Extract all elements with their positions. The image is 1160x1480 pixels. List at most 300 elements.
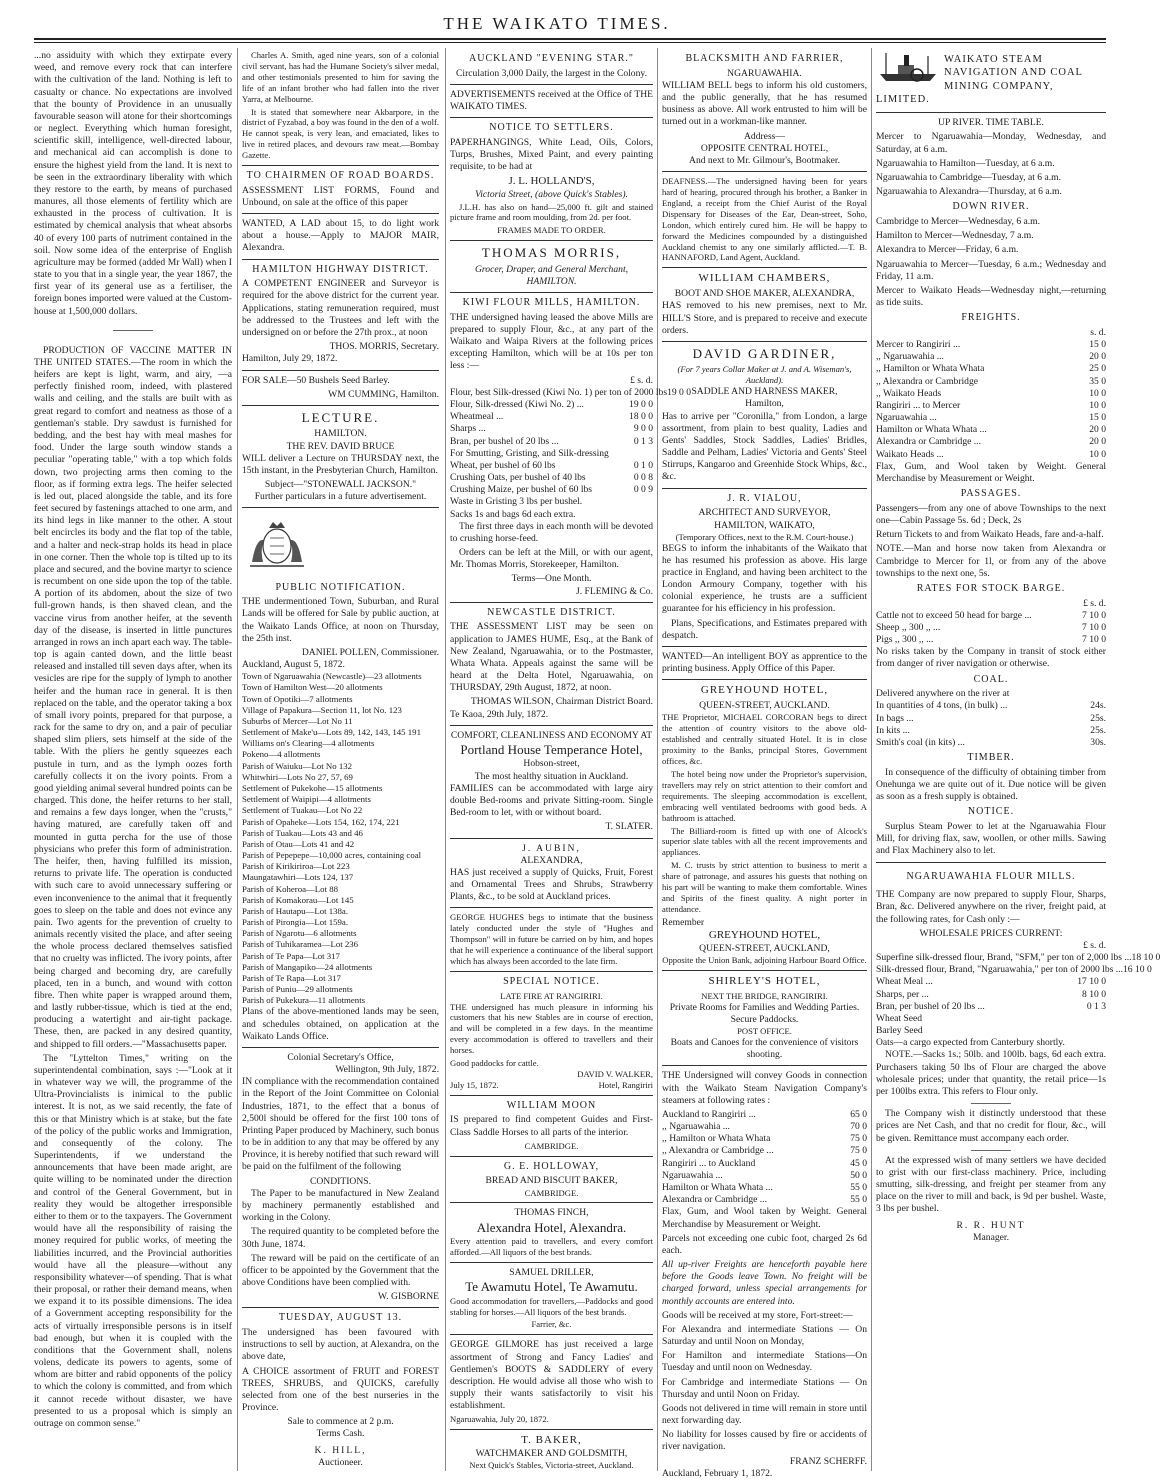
divider xyxy=(450,907,653,908)
coal-table xyxy=(876,700,1106,749)
row-value: 19 0 0 xyxy=(667,386,692,398)
auction-terms: Terms Cash. xyxy=(316,1428,365,1440)
wanted-lad-ad: WANTED, A LAD about 15, to do light work about a house.—Apply to MAJOR MAIR, Alexandra. xyxy=(242,218,439,254)
chambers-heading: WILLIAM CHAMBERS, xyxy=(698,272,831,285)
row-label: Cattle not to exceed 50 head for barge ... xyxy=(876,609,1032,621)
mills-cash: The Company wish it distinctly understood that these prices are Net Cash, and that no credit for flour, &c., will be given. Remittance must accompany each order. xyxy=(876,1108,1106,1144)
baker-name: T. BAKER, xyxy=(521,1434,582,1447)
chambers-trade: BOOT AND SHOE MAKER, ALEXANDRA, xyxy=(674,288,855,300)
row-label: Auckland to Rangiriri ... xyxy=(662,1108,756,1120)
divider xyxy=(242,259,439,260)
divider xyxy=(450,84,653,85)
row-label: Waikato Heads ... xyxy=(876,448,944,460)
divider xyxy=(662,970,867,971)
aubin-name: J. AUBIN, xyxy=(522,842,581,854)
auctioneer-name: K. HILL, xyxy=(314,1444,367,1456)
row-value: 75 0 xyxy=(850,1133,867,1145)
row-label: Ngaruawahia ... xyxy=(876,412,937,424)
column-rule xyxy=(445,48,446,1471)
blacksmith-address-2: And next to Mr. Gilmour's, Bootmaker. xyxy=(689,154,840,166)
divider xyxy=(450,971,653,972)
greyhound-text: THE Proprietor, MICHAEL CORCORAN begs to direct the attention of country visitors to the above old-established and centrally situated Hotel. It is in close proximity to the Banks, principal Stores, Government offices, &c. xyxy=(662,712,867,767)
row-value: 8 10 0 xyxy=(1082,988,1106,1000)
freights-note: Flax, Gum, and Wool taken by Weight. General Merchandise by Measurement or Weight. xyxy=(876,460,1106,484)
row-value: 35 0 xyxy=(1089,375,1106,387)
table-row xyxy=(876,964,1152,976)
passages-return: Return Tickets to and from Waikato Heads, fare and-a-half. xyxy=(876,529,1104,541)
table-row xyxy=(876,400,1106,412)
baker-address: Next Quick's Stables, Victoria-street, Auckland. xyxy=(469,1460,634,1471)
list-item: Parish of Te Rapa—Lot 317 xyxy=(242,972,341,983)
list-item: Parish of Otau—Lots 41 and 42 xyxy=(242,838,355,849)
kiwi-signature: J. FLEMING & Co. xyxy=(575,585,653,597)
divider xyxy=(450,602,653,603)
row-value: 0 1 3 xyxy=(1086,1000,1106,1012)
row-label: Ngaruawahia ... xyxy=(662,1169,723,1181)
gardiner-heading: DAVID GARDINER, xyxy=(692,345,837,361)
table-row xyxy=(662,1182,867,1194)
kiwi-gristing-table xyxy=(450,460,653,497)
vialou-plans: Plans, Specifications, and Estimates prepared with despatch. xyxy=(662,617,867,641)
highway-signature: THOS. MORRIS, Secretary. xyxy=(329,341,439,353)
goods-note-8: Goods not delivered in time will remain in store until next forwarding day. xyxy=(662,1402,867,1427)
row-label: Flour, Silk-dressed (Kiwi No. 2) ... xyxy=(450,399,584,410)
portland-signature: T. SLATER. xyxy=(605,821,653,833)
wanted-boy-ad: WANTED—An intelligent BOY as apprentice to the printing business. Apply Office of this Paper. xyxy=(662,650,867,675)
row-label: ,, Ngaruawahia ... xyxy=(876,351,944,363)
row-label: Crushing Oats, per bushel of 40 lbs xyxy=(450,472,586,484)
list-item: Ngaruawahia to Hamilton—Tuesday, at 6 a.m. xyxy=(876,157,1055,169)
row-value: 0 0 9 xyxy=(633,484,653,496)
special-notice-heading: SPECIAL NOTICE. xyxy=(503,975,600,987)
divider xyxy=(450,1095,653,1096)
goods-note-6: For Hamilton and intermediate Stations—On Tuesday and until noon on Wednesday. xyxy=(662,1350,867,1374)
highway-ad: A COMPETENT ENGINEER and Surveyor is required for the above district for the current year. Applications, stating remuneration required, must be addressed to the Trustees and left with the undersigned on or before the 27th prox., at noon xyxy=(242,278,439,338)
table-row xyxy=(876,449,1106,461)
gilmore-date: Ngaruawahia, July 20, 1872. xyxy=(450,1414,549,1425)
table-row xyxy=(876,713,1106,725)
divider xyxy=(242,1047,439,1048)
row-value: 7 10 0 xyxy=(1082,634,1106,646)
row-label: In bags ... xyxy=(876,712,914,724)
row-label: Wheatmeal ... xyxy=(450,411,504,423)
blacksmith-address-label: Address— xyxy=(743,130,786,142)
barley-seed: Barley Seed xyxy=(876,1025,923,1037)
row-label: Wheat, per bushel of 60 lbs xyxy=(450,459,556,471)
row-value: 50 0 xyxy=(850,1169,867,1181)
timber-text: In consequence of the difficulty of obtaining timber from Onehunga we are quite out of it. Due notice will be given as soon as a fresh supply is obtained. xyxy=(876,766,1106,803)
list-item: Alexandra to Mercer—Friday, 6 a.m. xyxy=(876,244,1019,256)
row-label: Alexandra or Cambridge ... xyxy=(876,436,981,448)
auctioneer-title: Auctioneer. xyxy=(318,1456,363,1468)
goods-note-4: Goods will be received at my store, Fort-street:— xyxy=(662,1309,853,1321)
row-label: ,, Ngaruawahia ... xyxy=(662,1121,730,1133)
special-notice-cattle: Good paddocks for cattle. xyxy=(450,1058,539,1069)
table-row xyxy=(876,952,1160,964)
greyhound-address-2: QUEEN-STREET, AUCKLAND, xyxy=(699,942,830,954)
greyhound-text-3: The Billiard-room is fitted up with one of Alcock's superior slate tables with all the recent improvements and appliances. xyxy=(662,825,867,858)
row-label: Crushing Maize, per bushel of 60 lbs xyxy=(450,484,593,496)
condition-3: The reward will be paid on the certificate of an officer to be appointed by the Government that the above Conditions have been complied with. xyxy=(242,1252,439,1289)
table-row xyxy=(876,363,1106,375)
flour-mills-heading: NGARUAWAHIA FLOUR MILLS. xyxy=(906,870,1076,882)
special-notice-hotel: Hotel, Rangiriri xyxy=(598,1079,653,1090)
divider xyxy=(876,862,1106,863)
list-item: Parish of Te Papa—Lot 317 xyxy=(242,950,340,961)
condition-1: The Paper to be manufactured in New Zealand by machinery permanently established and working in the Colony. xyxy=(242,1187,439,1224)
auction-fruit: A CHOICE assortment of FRUIT and FOREST TREES, SHRUBS, and QUICKS, carefully selected from one of the best nurseries in the Province. xyxy=(242,1365,439,1414)
vialou-heading: J. R. VIALOU, xyxy=(727,492,802,504)
table-row xyxy=(876,989,1106,1001)
blacksmith-text: WILLIAM BELL begs to inform his old customers, and the public generally, that he has resumed business as above. All work entrusted to him will be turned out in a workman-like manner. xyxy=(662,79,867,128)
driller-text: Good accommodation for travellers,—Paddocks and good stabling for horses.—All liquors of the best brands. xyxy=(450,1295,653,1317)
column-rule xyxy=(657,48,658,1471)
portland-sub: The most healthy situation in Auckland. xyxy=(474,770,629,782)
wheat-seed: Wheat Seed xyxy=(876,1012,923,1024)
divider xyxy=(450,117,653,118)
row-value: 65 0 xyxy=(850,1108,867,1120)
kiwi-gristing-heading: For Smutting, Gristing, and Silk-dressing xyxy=(450,447,609,459)
list-item: Town of Ngaruawahia (Newcastle)—23 allotments xyxy=(242,671,422,682)
advertisements-note: ADVERTISEMENTS received at the Office of THE WAIKATO TIMES. xyxy=(450,88,653,113)
greyhound-remember: Remember xyxy=(662,916,705,928)
goods-rates-table xyxy=(662,1109,867,1206)
table-row xyxy=(450,460,653,472)
vialou-text: BEGS to inform the inhabitants of the Waikato that he has resumed his profession as above. His large practice in England, and having been architect to the London Armoury Company, together with his colonial experience, he trusts are a sufficient guarantee for his efficiency in his profession. xyxy=(662,542,867,615)
list-item: Town of Opotiki—7 allotments xyxy=(242,693,353,704)
row-label: Alexandra or Cambridge ... xyxy=(662,1194,767,1206)
row-value: 0 0 8 xyxy=(633,472,653,484)
divider xyxy=(242,213,439,214)
table-row xyxy=(876,412,1106,424)
list-item: Parish of Pirongia—Lot 159a. xyxy=(242,917,349,928)
row-value: 17 10 0 xyxy=(1077,976,1106,988)
greyhound-text-2: The hotel being now under the Proprietor's supervision, travellers may rely on strict attention to their comfort and requirements. The sleeping accommodation is excellent, embracing well ventilated bedrooms with good beds. A bathroom is attached. xyxy=(662,768,867,823)
table-row xyxy=(662,1109,867,1121)
column-rule xyxy=(871,48,872,1471)
lecture-speaker: THE REV. DAVID BRUCE xyxy=(286,440,395,452)
vialou-place: HAMILTON, WAIKATO, xyxy=(714,519,815,531)
table-row xyxy=(876,376,1106,388)
row-value: 25 0 xyxy=(1089,363,1106,375)
greyhound-opposite: Opposite the Union Bank, adjoining Harbour Board Office. xyxy=(662,955,867,966)
row-value: 16 10 0 xyxy=(1122,964,1152,976)
notice-heading: NOTICE. xyxy=(967,806,1015,818)
wholesale-table xyxy=(876,952,1160,1013)
kiwi-sacks: Sacks 1s and bags 6d each extra. xyxy=(450,508,576,520)
gardiner-text: Has to arrive per "Coronilla," from London, a large assortment, from plain to best quality, Ladies and Gents' Saddles, Stock Saddles, Ladies' Bridles, Saddle and Pelham, Ladies' Victoria and Gents' Steel Stirrups, Kangaroo and Greenhide Stock Whips, &c., &c. xyxy=(662,410,867,483)
blacksmith-heading: BLACKSMITH AND FARRIER, xyxy=(685,53,844,64)
holloway-heading: G. E. HOLLOWAY, xyxy=(503,1160,600,1172)
newcastle-heading: NEWCASTLE DISTRICT. xyxy=(487,606,616,618)
list-item: Settlement of Tuakau—Lot No 22 xyxy=(242,805,363,816)
greyhound-name-2: GREYHOUND HOTEL, xyxy=(708,928,821,941)
table-row xyxy=(876,610,1106,622)
deafness-ad: DEAFNESS.—The undersigned having been for years hard of hearing, procured through his brother, a Banker in England, a receipt from the Chief Aurist of the Royal Dispensary for Diseases of the Ear, Dean-street, Soho, London, which entirely cured him. He will be happy to forward the Medicines compounded by a distinguished Auckland chemist to any one similarly afflicted.—T. B. HANNAFORD, Land Agent, Auckland. xyxy=(662,176,867,263)
divider xyxy=(971,1150,1011,1151)
passages-note: NOTE.—Man and horse now taken from Alexandra or Cambridge to Mercer for 1l, or from any of the above townships to the next one, 5s. xyxy=(876,543,1106,579)
newcastle-signature: THOMAS WILSON, Chairman District Board. xyxy=(470,696,653,708)
holloway-place: CAMBRIDGE. xyxy=(524,1187,579,1198)
holloway-trade: BREAD AND BISCUIT BAKER, xyxy=(485,1175,618,1187)
auction-time: Sale to commence at 2 p.m. xyxy=(287,1416,394,1428)
notification-date: Auckland, August 5, 1872. xyxy=(242,659,345,671)
row-label: In kits ... xyxy=(876,724,910,736)
kiwi-mills-heading: KIWI FLOUR MILLS, HAMILTON. xyxy=(462,297,641,309)
list-item: Parish of Tuakau—Lots 43 and 46 xyxy=(242,827,363,838)
row-label: Bran, per bushel of 20 lbs ... xyxy=(450,435,559,447)
divider xyxy=(242,165,439,166)
row-value: 25s. xyxy=(1090,712,1106,724)
row-label: Mercer to Rangiriri ... xyxy=(876,339,961,351)
kiwi-mills-text: THE undersigned having leased the above Mills are prepared to supply Flour, &c., at any part of the Waikato and Waipa Rivers at the following prices excepting Hamilton, which will be at 10s per ton less :— xyxy=(450,311,653,372)
flour-mills-text: THE Company are now prepared to supply Flour, Sharps, Bran, &c. Delivered anywhere on the river, freight paid, at the following rates, for Cash only :— xyxy=(876,889,1106,925)
table-row xyxy=(450,436,653,448)
divider xyxy=(662,267,867,268)
mills-note: NOTE.—Sacks 1s.; 50lb. and 100lb. bags, 6d each extra. Purchasers taking 50 lbs of Flour are charged the above wholesale prices; under that quantity, the retail price—1s per 100lbs extra. This refers to Flour only. xyxy=(876,1049,1106,1097)
list-item: Mercer to Waikato Heads—Wednesday night,—returning as tide suits. xyxy=(876,284,1106,309)
lecture-note: Further particulars in a future advertisement. xyxy=(254,491,427,503)
table-row xyxy=(662,1121,867,1133)
divider xyxy=(971,1103,1011,1104)
divider xyxy=(450,1156,653,1157)
gardiner-sub: (For 7 years Collar Maker at J. and A. Wiseman's, Auckland). xyxy=(677,364,852,386)
barley-ad: FOR SALE—50 Bushels Seed Barley. xyxy=(242,374,390,386)
stock-header: £ s. d. xyxy=(1083,597,1106,609)
driller-name: SAMUEL DRILLER, xyxy=(509,1266,594,1278)
table-row xyxy=(876,725,1106,737)
notification-plans: Plans of the above-mentioned lands may be seen, and schedules obtained, on application at the Waikato Lands Office. xyxy=(242,1006,439,1042)
finch-text: Every attention paid to travellers, and every comfort afforded.—All liquors of the best brands. xyxy=(450,1236,653,1258)
list-item: Parish of Puniu—29 allotments xyxy=(242,984,353,995)
divider xyxy=(450,838,653,839)
coal-text: Delivered anywhere on the river at xyxy=(876,688,1010,700)
finch-name: THOMAS FINCH, xyxy=(514,1207,589,1219)
divider xyxy=(662,679,867,680)
row-label: Sharps, per ... xyxy=(876,988,929,1000)
article-wolf-boy: It is stated that somewhere near Akbarpore, in the district of Fyzabad, a boy was found in the den of a wolf. He cannot speak, is very lean, and emaciated, likes to live in retired places, and devours raw meat.—Bombay Gazette. xyxy=(242,106,439,161)
divider xyxy=(242,405,439,406)
passages-heading: PASSAGES. xyxy=(960,488,1022,500)
condition-2: The required quantity to be completed before the 30th June, 1874. xyxy=(242,1226,439,1250)
masthead-title: THE WAIKATO TIMES. xyxy=(443,14,671,33)
freights-header: s. d. xyxy=(1090,326,1106,338)
row-label: Flour, best Silk-dressed (Kiwi No. 1) per ton of 2000 lbs xyxy=(450,386,668,398)
column-5 xyxy=(876,50,1160,1471)
colonial-office-date: Wellington, 9th July, 1872. xyxy=(335,1064,439,1076)
divider xyxy=(450,1334,653,1335)
row-value: 20 0 xyxy=(1089,351,1106,363)
goods-note-9: No liability for losses caused by fire or accidents of river navigation. xyxy=(662,1429,867,1453)
row-value: 0 1 3 xyxy=(633,435,653,447)
divider xyxy=(450,1429,653,1430)
freights-heading: FREIGHTS. xyxy=(961,312,1021,324)
table-row xyxy=(662,1133,867,1145)
up-river-list xyxy=(876,131,1106,198)
row-value: 0 1 0 xyxy=(633,459,653,471)
baker-trade: WATCHMAKER AND GOLDSMITH, xyxy=(475,1448,628,1460)
list-item: Settlement of Make'u—Lots 89, 142, 143, 145 191 xyxy=(242,727,421,738)
divider xyxy=(450,1262,653,1263)
row-label: Superfine silk-dressed flour, Brand, "SFM," per ton of 2,000 lbs ... xyxy=(876,952,1132,964)
special-notice-footer xyxy=(450,1080,653,1091)
auction-text: The undersigned has been favoured with instructions to sell by auction, at Alexandra, on the above date, xyxy=(242,1327,439,1363)
row-value: 55 0 xyxy=(850,1194,867,1206)
manager-name: R. R. HUNT xyxy=(956,1219,1026,1231)
table-row xyxy=(876,388,1106,400)
lecture-ad: WILL deliver a Lecture on THURSDAY next, the 15th instant, in the Presbyterian Church, Hamilton. xyxy=(242,452,439,476)
manager-title: Manager. xyxy=(973,1231,1009,1243)
newcastle-date: Te Kaoa, 29th July, 1872. xyxy=(450,708,549,720)
row-label: ,, Alexandra or Cambridge xyxy=(876,375,979,387)
list-item: Ngaruawahia to Alexandra—Thursday, at 6 a.m. xyxy=(876,186,1062,198)
list-item: Parish of Pukekura—11 allotments xyxy=(242,995,366,1006)
list-item: Parish of Tuhikaramea—Lot 236 xyxy=(242,939,359,950)
list-item: Parish of Waiuku—Lot No 132 xyxy=(242,760,353,771)
row-label: Wheat Meal ... xyxy=(876,976,933,988)
frames-note: FRAMES MADE TO ORDER. xyxy=(497,225,606,236)
morris-name: THOMAS MORRIS, xyxy=(481,245,622,261)
chairmen-ad: ASSESSMENT LIST FORMS, Found and Unbound, on sale at the office of this paper xyxy=(242,184,439,208)
list-item: Hamilton to Mercer—Wednesday, 7 a.m. xyxy=(876,230,1034,242)
greyhound-address: QUEEN-STREET, AUCKLAND. xyxy=(699,700,830,712)
driller-farrier: Farrier, &c. xyxy=(531,1319,572,1330)
table-row xyxy=(876,622,1106,634)
divider xyxy=(113,330,153,331)
row-value: 75 0 xyxy=(850,1145,867,1157)
divider xyxy=(662,488,867,489)
gilmore-text: GEORGE GILMORE has just received a large assortment of Strong and Fancy Ladies' and Gentlemen's BOOTS & SADDLERY of every description. He would advise all those who wish to supply their wants satisfactorily to visit his establishment. xyxy=(450,1339,653,1412)
table-row xyxy=(876,976,1106,988)
list-item: Parish of Ngarotu—6 allotments xyxy=(242,928,357,939)
divider xyxy=(242,507,439,508)
row-value: 18 0 0 xyxy=(629,411,653,423)
list-item: Pokeno—4 allotments xyxy=(242,749,321,760)
goods-text: THE Undersigned will convey Goods in connection with the Waikato Steam Navigation Company's steamers at following rates : xyxy=(662,1070,867,1106)
list-item: Parish of Mangapiko—24 allotments xyxy=(242,961,373,972)
row-value: 20 0 xyxy=(1089,436,1106,448)
row-label: Silk-dressed flour, Brand, "Ngaruawahia," per ton of 2000 lbs ... xyxy=(876,964,1123,976)
freights-table xyxy=(876,339,1106,461)
notification-heading: PUBLIC NOTIFICATION. xyxy=(275,581,406,593)
table-row xyxy=(876,634,1106,646)
colonial-office: Colonial Secretary's Office, xyxy=(287,1051,394,1063)
barley-signature: WM CUMMING, Hamilton. xyxy=(328,388,439,400)
coal-heading: COAL. xyxy=(973,673,1009,685)
gardiner-place: Hamilton, xyxy=(745,398,784,410)
table-row xyxy=(450,423,653,435)
list-item: Mercer to Ngaruawahia—Monday, Wednesday, and Saturday, at 6 a.m. xyxy=(876,131,1106,155)
aubin-place: ALEXANDRA, xyxy=(520,854,583,866)
row-label: Rangiriri ... to Mercer xyxy=(876,399,961,411)
kiwi-price-table xyxy=(450,386,692,448)
special-notice-signature: DAVID V. WALKER, xyxy=(577,1068,653,1079)
evening-star-text: Circulation 3,000 Daily, the largest in the Colony. xyxy=(456,67,647,79)
divider xyxy=(876,112,1106,113)
shirley-paddocks: Secure Paddocks. xyxy=(730,1014,799,1026)
kiwi-terms: Terms—One Month. xyxy=(511,573,592,585)
moon-place: CAMBRIDGE. xyxy=(524,1140,579,1151)
hughes-text: GEORGE HUGHES begs to intimate that the business lately conducted under the style of "Hughes and Thompson" will in future be carried on by him, and hopes that he will experience a continuance of the liberal support which has always been accorded to the late firm. xyxy=(450,912,653,966)
wholesale-header: £ s. d. xyxy=(1083,939,1106,951)
row-value: 70 0 xyxy=(850,1121,867,1133)
stock-heading: RATES FOR STOCK BARGE. xyxy=(916,582,1066,594)
moon-heading: WILLIAM MOON xyxy=(506,1099,597,1111)
kiwi-waste: Waste in Gristing 3 lbs per bushel. xyxy=(450,496,583,508)
row-value: 10 0 xyxy=(1089,448,1106,460)
table-row xyxy=(876,737,1106,749)
steamship-icon xyxy=(876,50,940,84)
timber-heading: TIMBER. xyxy=(967,752,1015,764)
table-row xyxy=(876,700,1106,712)
blacksmith-address-1: OPPOSITE CENTRAL HOTEL, xyxy=(700,142,829,154)
list-item: Parish of Komakorau—Lot 145 xyxy=(242,894,354,905)
divider xyxy=(242,370,439,371)
table-row xyxy=(662,1194,867,1206)
gardiner-trade: SADDLE AND HARNESS MAKER, xyxy=(691,386,838,398)
notification-text: THE undermentioned Town, Suburban, and Rural Lands will be offered for Sale by public auction, at the Waikato Lands Office, at noon on Thursday, the 25th inst. xyxy=(242,596,439,644)
row-label: ,, Waikato Heads xyxy=(876,387,942,399)
row-value: 30s. xyxy=(1090,736,1106,748)
wholesale-heading: WHOLESALE PRICES CURRENT: xyxy=(919,927,1063,939)
column-rule xyxy=(237,48,238,1471)
row-value: 45 0 xyxy=(850,1157,867,1169)
blacksmith-place: NGARUAWAHIA. xyxy=(727,67,802,79)
paper-bonus-text: IN compliance with the recommendation contained in the Report of the Joint Committee on Colonial Industries, 1871, to the effect that a bonus of 2,500l should be offered for the first 100 tons of Printing Paper produced by Machinery, such bonus to be in addition to any that may be offered by any Province, it is hereby notified that such reward will be paid on the fulfilment of the following xyxy=(242,1076,439,1173)
lecture-subject: Subject—"STONEWALL JACKSON." xyxy=(264,479,417,491)
divider xyxy=(450,240,653,241)
column-1 xyxy=(34,50,232,1471)
table-row xyxy=(450,411,653,423)
notice-text: Surplus Steam Power to let at the Ngaruawahia Flour Mill, for driving flax, saw, woollen, or other mills. Sawing and Flax Machinery also to let. xyxy=(876,821,1106,857)
portland-address: Hobson-street, xyxy=(523,758,580,770)
table-row xyxy=(876,339,1106,351)
divider xyxy=(450,1202,653,1203)
auction-heading: TUESDAY, AUGUST 13. xyxy=(278,1312,403,1324)
shirley-boats: Boats and Canoes for the convenience of visitors shooting. xyxy=(670,1037,859,1061)
list-item: Williams on's Clearing—4 allotments xyxy=(242,738,375,749)
kiwi-price-header: £ s. d. xyxy=(630,374,653,386)
down-river-list xyxy=(876,216,1106,309)
divider xyxy=(450,292,653,293)
kiwi-note-1: The first three days in each month will be devoted to crushing horse-feed. xyxy=(450,520,653,544)
divider xyxy=(450,725,653,726)
comfort-heading: COMFORT, CLEANLINESS AND ECONOMY AT xyxy=(450,729,653,741)
goods-date: Auckland, February 1, 1872. xyxy=(662,1467,773,1479)
list-item: Settlement of Pukekohe—15 allotments xyxy=(242,782,383,793)
lecture-heading: LECTURE. xyxy=(301,409,380,425)
shirley-post: POST OFFICE. xyxy=(737,1026,792,1037)
mills-gristing: At the expressed wish of many settlers we have decided to grist with our first-class machinery. Price, including smutting, silk-dressing, and freight per steamer from any place on the river to mill and back, is 9d per bushel. Waste, 3 lbs per bushel. xyxy=(876,1154,1106,1215)
list-item: Parish of Hautapu—Lot 138a. xyxy=(242,905,349,916)
table-row xyxy=(662,1158,867,1170)
goods-note-2: Parcels not exceeding one cubic foot, charged 2s 6d each. xyxy=(662,1232,867,1256)
goods-note-3: All up-river Freights are henceforth payable here before the Goods leave Town. No freight will be charged forward, unless special arrangements for monthly accounts are entered into. xyxy=(662,1259,867,1307)
list-item: Parish of Kirikiriroa—Lot 223 xyxy=(242,861,350,872)
vialou-trade: ARCHITECT AND SURVEYOR, xyxy=(698,507,831,519)
list-item: Ngaruawahia to Mercer—Tuesday, 6 a.m.; Wednesday and Friday, 11 a.m. xyxy=(876,258,1106,282)
portland-text: FAMILIES can be accommodated with large airy double Bed-rooms and private Sitting-room. Single Bed-room to let, with or without board. xyxy=(450,782,653,819)
timetable-heading: UP RIVER. TIME TABLE. xyxy=(938,117,1044,129)
evening-star-heading: AUCKLAND "EVENING STAR." xyxy=(469,53,634,64)
row-label: Pigs ,, 300 ,, ... xyxy=(876,634,934,646)
special-notice-date: July 15, 1872. xyxy=(450,1079,499,1090)
table-row xyxy=(450,399,653,411)
list-item: Maungatawhiri—Lots 124, 137 xyxy=(242,872,354,883)
finch-hotel: Alexandra Hotel, Alexandra. xyxy=(476,1219,627,1235)
goods-note-7: For Cambridge and intermediate Stations — On Thursday and until Noon on Friday. xyxy=(662,1376,867,1400)
kiwi-note-2: Orders can be left at the Mill, or with our agent, Mr. Thomas Morris, Storekeeper, Hamilton. xyxy=(450,547,653,571)
